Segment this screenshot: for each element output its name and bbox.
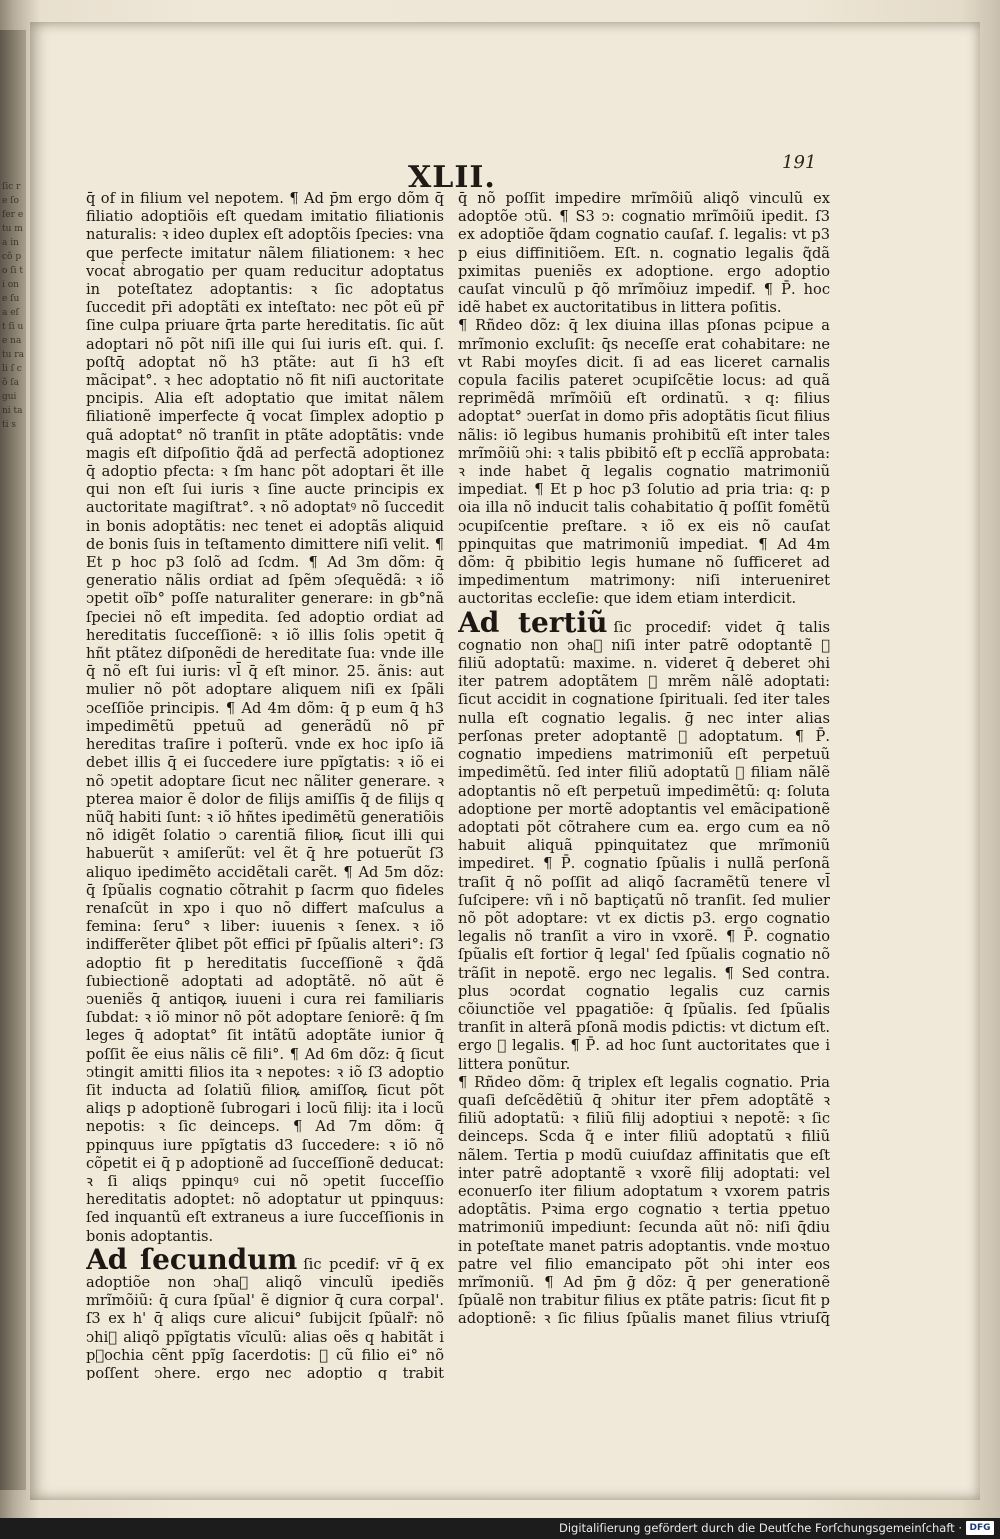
left-page-edge [0, 30, 26, 1490]
left-text-column [86, 190, 444, 1380]
book-page [30, 22, 980, 1500]
footer-bar [0, 1518, 1000, 1539]
right-column-paragraph-1: q̄ nõ poſſit impedire mrĩmõiũ aliqõ vinculũ ex adoptõe ↄtũ. ¶ S3 ↄ: cognatio mrĩmõiũ ipedit. ſ3 ex adoptiõe q̃dam cognatio cauſaf. ſ. legalis: vt p3 p eius diffinitiõem. Eſt. n. cognatio legalis q̃dã pximitas pueniẽs ex adoptione. ergo adoptio cauſat vinculũ p q̄õ mrĩmõiuz impedif. ¶ P̄. hoc idẽ habet ex auctoritatibus in littera poſitis. [458, 190, 830, 317]
left-column-paragraph-1: q̄ of in filium vel nepotem. ¶ Ad p̄m ergo dõm q̄ filiatio adoptiõis eſt quedam imitatio filiationis naturalis: ꝛ ideo duplex eſt adoptõis ſpecies: vna que perfecte imitatur nãlem filiationem: ꝛ hec vocatᷣ abrogatio per quam reducitur adoptatus in poteſtatez adoptantis: ꝛ ſic adoptatus ſuccedit pr̄i adoptãti ex inteſtato: nec põt eũ pr̄ ſine culpa priuare q̄rta parte hereditatis. ſic aũt adoptari nõ põt niſi ille qui ſui iuris eſt. qui. ſ. poſtq̄ adoptat nõ h3 ptãte: aut ſi h3 eſt mãcipat°. ꝛ hec adoptatio nõ fit niſi auctoritate pncipis. Alia eſt adoptatio que imitat nãlem filiationẽ imperfecte q̄ vocat ſimplex adoptio p quã adoptat° nõ tranſit in ptãte adoptãtis: vnde magis eſt diſpoſitio q̃dã ad perfectã adoptionez q̄ adoptio pfecta: ꝛ ſm hanc põt adoptari ẽt ille qui non eſt ſui iuris ꝛ ſine aucte principis ex auctoritate magiſtrat°. ꝛ nõ adoptatꝰ nõ ſuccedit in bonis adoptãtis: nec tenet ei adoptãs aliquid de bonis ſuis in teſtamento dimittere niſi velit. ¶ Et p hoc p3 ſolõ ad ſcdm. ¶ Ad 3m dõm: q̄ generatio nãlis ordiat ad ſpẽm ↄſequẽdã: ꝛ iõ ↄpetit oĩb° poſſe naturaliter generare: in gb°nã ſpeciei nõ eſt impedita. ſed adoptio ordiat ad hereditatis ſucceſſionẽ: ꝛ iõ illis ſolis ↄpetit q̄ hñt ptãtez diſponẽdi de hereditate ſua: vnde ille q̄ nõ eſt ſui iuris: vl̄ q̄ eſt minor. 25. ãnis: aut mulier nõ põt adoptare aliquem niſi ex ſpãli ↄceſſiõe principis. ¶ Ad 4m dõm: q̄ p eum q̄ h3 impedimẽtũ ppetuũ ad generãdũ nõ pr̄ hereditas traſire i poſterũ. vnde ex hoc ipſo iã debet illis q̄ ei ſuccedere iure ppĩgtatis: ꝛ iõ ei nõ ↄpetit adoptare ſicut nec nãliter generare. ꝛ pterea maior ẽ dolor de filijs amiſſis q̄ de filijs q nũq̃ habiti ſunt: ꝛ iõ hñtes ipedimẽtũ generatiõis nõ idigẽt ſolatio ↄ carentiã filioꝶ ſicut illi qui habuerũt ꝛ amiſerũt: vel ẽt q̄ hre potuerũt ſ3 aliquo ipedimẽto accidẽtali carẽt. ¶ Ad 5m dõz: q̄ ſpũalis cognatio cõtrahit p ſacrm quo fideles renaſcũt in xpo i quo nõ differt maſculus a femina: ſeru° ꝛ liber: iuuenis ꝛ ſenex. ꝛ iõ indifferẽter q̄libet põt effici pr̄ ſpũalis alteri°: ſ3 adoptio fit p hereditatis ſucceſſionẽ ꝛ q̃dã ſubiectionẽ adoptati ad adoptãtẽ. nõ aũt ẽ ↄueniẽs q̄ antiqoꝶ iuueni i cura rei familiaris ſubdat: ꝛ iõ minor nõ põt adoptare ſeniorẽ: q̄ ſm leges q̄ adoptat° ſit intãtũ adoptãte iunior q̄ poſſit ẽe eius nãlis cẽ fili°. ¶ Ad 6m dõz: q̄ ſicut ↄtingit amitti filios ita ꝛ nepotes: ꝛ iõ ſ3 adoptio ſit inducta ad ſolatiũ filioꝶ amiſſoꝶ ſicut põt aliqs p adoptionẽ ſubrogari i locũ filij: ita i locũ nepotis: ꝛ ſic deinceps. ¶ Ad 7m dõm: q̄ ppinquus iure ppĩgtatis d3 ſuccedere: ꝛ iõ nõ cõpetit ei q̄ p adoptionẽ ad ſucceſſionẽ deducat: ꝛ ſi aliqs ppinquꝰ cui nõ ↄpetit ſucceſſio hereditatis adoptet: nõ adoptatur ut ppinquus: ſed inquantũ eſt extraneus a iure ſucceſſionis in bonis adoptantis. [86, 190, 444, 1245]
right-column-section [458, 605, 830, 1074]
right-column-paragraph-3: ſic procedif: videt q̄ talis cognatio non ↄhaᷣ niſi inter patrẽ odoptantẽ ꝛ filiũ adoptatũ: maxime. n. videret q̄ deberet ↄhi iter patrem adoptãtem ꝛ mrẽm nãlẽ adoptati: ſicut accidit in cognatione ſpirituali. ſed iter tales nulla eſt cognatio legalis. ḡ nec inter alias perſonas preter adoptantẽ ꝛ adoptatum. ¶ P̄. cognatio impediens matrimoniũ eſt perpetuũ impedimẽtũ. ſed inter filiũ adoptatũ ꝛ filiam nãlẽ adoptantis nõ eſt perpetuũ impedimẽtũ: q: ſoluta adoptione per mortẽ adoptantis vel emãcipationẽ adoptati põt cõtrahere cum ea. ergo cum ea nõ habuit aliquã ppinquitatez que mrĩmoniũ impediret. ¶ P̄. cognatio ſpũalis i nullã perſonã traſit q̄ nõ poſſit ad aliqõ ſacramẽtũ tenere vl̄ ſuſcipere: vñ i nõ baptiçatũ nõ tranſit. ſed mulier nõ põt adoptare: vt ex dictis p3. ergo cognatio legalis nõ tranſit a viro in vxorẽ. ¶ P̄. cognatio ſpũalis eſt fortior q̄ legal' ſed ſpũalis cognatio nõ trãſit in nepotẽ. ergo nec legalis. ¶ Sed contra. plus ↄcordat cognatio legalis cuz carnis cõiunctiõe vel ppagatiõe: q̄ ſpũalis. ſed ſpũalis tranſit in alterã pſonã modis pdictis: vt dictum eſt. ergo ꝛ legalis. ¶ P̄. ad hoc ſunt auctoritates que i littera ponũtur. [458, 618, 830, 1073]
right-text-column [458, 190, 830, 1330]
section-heading-ad-secundum: Ad ſecundum [86, 1242, 298, 1276]
left-page-edge-text: ſic re ſo fer e tu ma in cõ po ſi ti on e ſu a eſ t ſi ue na tu ra li ſ cõ ſa gui ni ta ti s [2, 182, 24, 430]
left-column-paragraph-2: ſic pcedif: vr̄ q̄ ex adoptiõe non ↄhaᷣ aliqõ vinculũ ipediẽs mrĩmõiũ: q̄ cura ſpũal' ẽ dignior q̄ cura corpal'. ſ3 ex h' q̄ aliqs cure alicui° ſubijcit ſpũalr̃: nõ ↄhiᷣ aliqõ ppĩgtatis vĩculũ: alias oẽs q habitãt i pꝛochia cẽnt ppĩg ſacerdotis: ꝛ cũ filio ei° nõ poſſent ↄhere. ergo nec adoptio q trabit [86, 1255, 444, 1380]
dfg-logo-icon: DFG [966, 1521, 994, 1535]
footer-credit: Digitaliſierung gefördert durch die Deutſche Forſchungsgemeinſchaft · [558, 1521, 962, 1535]
folio-title: XLII. [408, 160, 496, 195]
left-column-section [86, 1242, 444, 1380]
right-column-paragraph-2: ¶ Rñdeo dõz: q̄ lex diuina illas pſonas pcipue a mrĩmonio excluſit: q̄s neceſſe erat cohabitare: ne vt Rabi moyſes dicit. ſi ad eas liceret carnalis copula facilis pateret ↄcupiſcẽtie locus: ad quã reprimẽdã mrĩmõiũ eſt ordinatũ. ꝛ q: filius adoptat° ↄuerſat in domo pr̄is adoptãtis ſicut filius nãlis: iõ legibus humanis prohibitũ eſt inter tales mrĩmõiũ ↄhi: ꝛ talis pbibitõ eſt p ecclĩã approbata: ꝛ inde habet q̄ legalis cognatio matrimoniũ impediat. ¶ Et p hoc p3 ſolutio ad pria tria: q: p oia illa nõ inducit talis cohabitatio q̄ poſſit fomẽtũ ↄcupiſcentie preſtare. ꝛ iõ ex eis nõ cauſat ppinquitas que matrimoniũ impediat. ¶ Ad 4m dõm: q̄ pbibitio legis humane nõ ſufficeret ad impedimentum matrimony: niſi interueniret auctoritas eccleſie: que idem etiam interdicit. [458, 317, 830, 608]
folio-number: 191 [782, 152, 817, 173]
right-column-paragraph-4: ¶ Rñdeo dõm: q̄ triplex eſt legalis cognatio. Pria quaſi deſcẽdẽtiũ q̄ ↄhitur iter pr̄em adoptãtẽ ꝛ filiũ adoptatũ: ꝛ filiũ filij adoptiui ꝛ nepotẽ: ꝛ ſic deinceps. Scda q̃ e inter filiũ adoptatũ ꝛ filiũ nãlem. Tertia p modũ cuiuſdaz affinitatis que eſt inter patrẽ adoptantẽ ꝛ vxorẽ filij adoptati: vel econuerſo iter filium adoptatum ꝛ vxorem patris adoptãtis. Pꝛima ergo cognatio ꝛ tertia ppetuo matrimoniũ impediunt: ſecunda aũt nõ: niſi q̄diu in poteſtate manet patris adoptantis. vnde moꝛtuo patre vel filio emancipato põt ↄhi inter eos mrĩmoniũ. ¶ Ad p̄m ḡ dõz: q̄ per generationẽ ſpũalẽ non trabitur filius ex ptãte patris: ſicut fit p adoptionẽ: ꝛ ſic filius ſpũalis manet filius vtriuſq̄ [458, 1073, 830, 1328]
section-heading-ad-tertium: Ad tertiũ [458, 605, 608, 639]
